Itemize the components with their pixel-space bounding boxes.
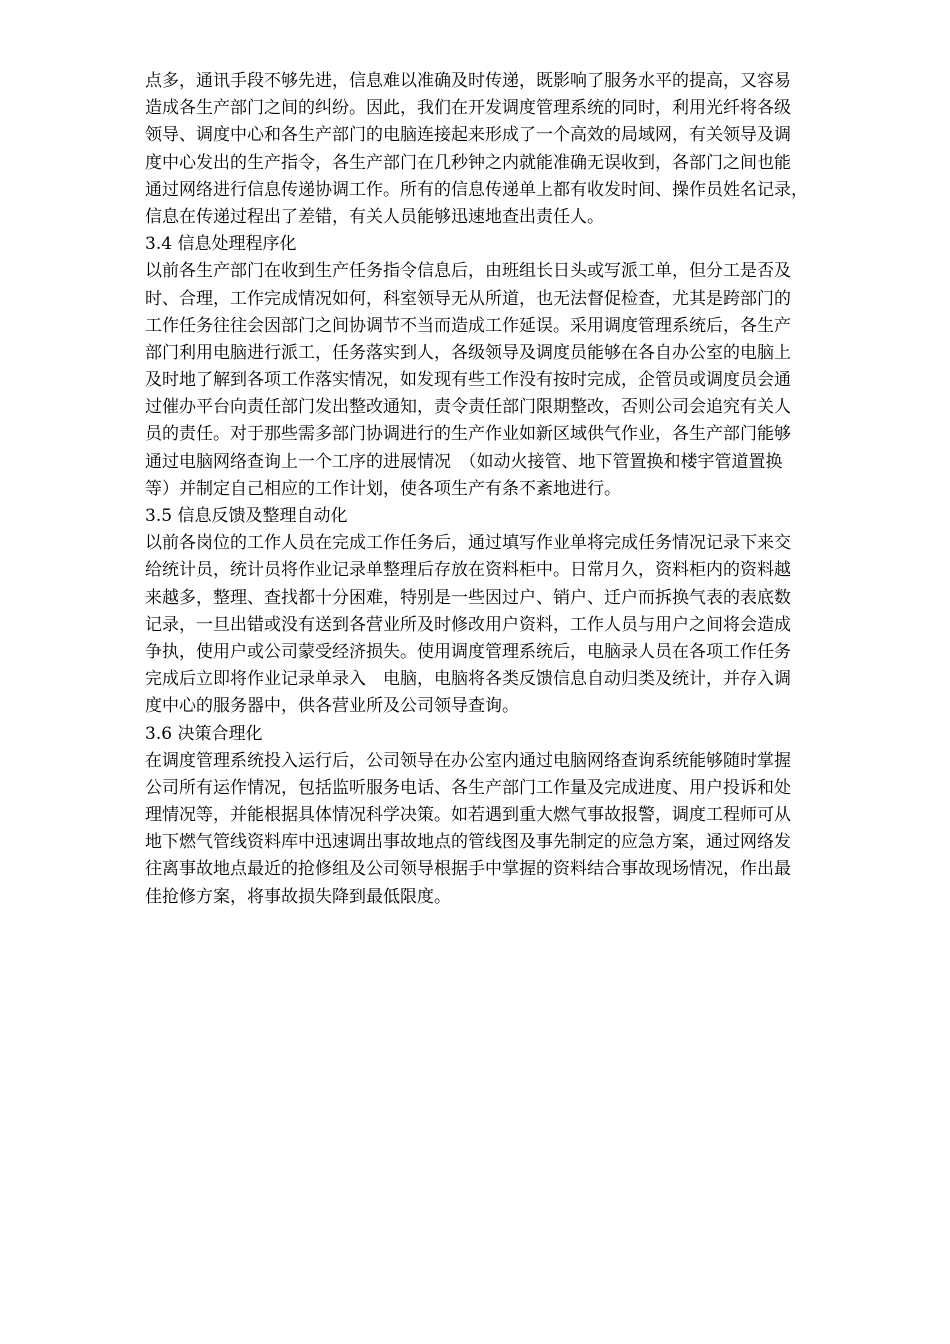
section-heading-3-5: 3.5 信息反馈及整理自动化 (145, 506, 348, 526)
paragraph-section-3-6 (145, 748, 885, 911)
text-line: 时、合理，工作完成情况如何，科室领导无从所道，也无法督促检查，尤其是跨部门的 (145, 288, 791, 309)
text-line: 过催办平台向责任部门发出整改通知，责令责任部门限期整改，否则公司会追究有关人 (145, 397, 791, 418)
text-line: 以前各岗位的工作人员在完成工作任务后，通过填写作业单将完成任务情况记录下来交 (145, 533, 791, 554)
text-line: 记录，一旦出错或没有送到各营业所及时修改用户资料，工作人员与用户之间将会造成 (145, 614, 791, 635)
paragraph-intro-continuation (145, 68, 885, 231)
section-heading-3-6: 3.6 决策合理化 (145, 723, 263, 744)
text-line: 往离事故地点最近的抢修组及公司领导根据手中掌握的资料结合事故现场情况，作出最 (145, 859, 791, 880)
text-line: 完成后立即将作业记录单录入 电脑，电脑将各类反馈信息自动归类及统计，并存入调 (145, 669, 791, 690)
text-line: 理情况等，并能根据具体情况科学决策。如若遇到重大燃气事故报警，调度工程师可从 (145, 805, 791, 826)
document-body (145, 68, 885, 911)
text-line: 领导、调度中心和各生产部门的电脑连接起来形成了一个高效的局域网，有关领导及调 (145, 125, 791, 146)
text-line: 通过电脑网络查询上一个工序的进展情况 （如动火接管、地下管置换和楼宇管道置换 (145, 451, 783, 472)
text-line: 及时地了解到各项工作落实情况，如发现有些工作没有按时完成，企管员或调度员会通 (145, 370, 791, 391)
text-line: 部门利用电脑进行派工，任务落实到人，各级领导及调度员能够在各自办公室的电脑上 (145, 342, 791, 363)
text-line: 工作任务往往会因部门之间协调节不当而造成工作延误。采用调度管理系统后，各生产 (145, 315, 791, 336)
paragraph-section-3-4 (145, 258, 885, 503)
text-line: 争执，使用户或公司蒙受经济损失。使用调度管理系统后，电脑录人员在各项工作任务 (145, 641, 791, 662)
text-line: 佳抢修方案，将事故损失降到最低限度。 (145, 886, 451, 907)
text-line: 度中心的服务器中，供各营业所及公司领导查询。 (145, 696, 519, 717)
text-line: 给统计员，统计员将作业记录单整理后存放在资料柜中。日常月久，资料柜内的资料越 (145, 560, 791, 581)
text-line: 信息在传递过程出了差错，有关人员能够迅速地查出责任人。 (145, 206, 604, 227)
paragraph-section-3-5 (145, 530, 885, 720)
text-line: 度中心发出的生产指令，各生产部门在几秒钟之内就能准确无误收到，各部门之间也能 (145, 152, 791, 173)
text-line: 来越多，整理、查找都十分困难，特别是一些因过户、销户、迁户而拆换气表的表底数 (145, 587, 791, 608)
text-line: 通过网络进行信息传递协调工作。所有的信息传递单上都有收发时间、操作员姓名记录， (145, 179, 808, 200)
text-line: 点多，通讯手段不够先进，信息难以准确及时传递，既影响了服务水平的提高，又容易 (145, 71, 791, 91)
text-line: 以前各生产部门在收到生产任务指令信息后，由班组长日头或写派工单，但分工是否及 (145, 261, 791, 282)
text-line: 员的责任。对于那些需多部门协调进行的生产作业如新区域供气作业，各生产部门能够 (145, 424, 791, 445)
text-line: 在调度管理系统投入运行后，公司领导在办公室内通过电脑网络查询系统能够随时掌握 (145, 750, 791, 771)
text-line: 等）并制定自己相应的工作计划，使各项生产有条不紊地进行。 (145, 478, 621, 499)
text-line: 公司所有运作情况，包括监听服务电话、各生产部门工作量及完成进度、用户投诉和处 (145, 777, 791, 798)
text-line: 地下燃气管线资料库中迅速调出事故地点的管线图及事先制定的应急方案，通过网络发 (145, 832, 791, 853)
section-heading-3-4: 3.4 信息处理程序化 (145, 234, 297, 255)
text-line: 造成各生产部门之间的纠纷。因此，我们在开发调度管理系统的同时，利用光纤将各级 (145, 98, 791, 119)
